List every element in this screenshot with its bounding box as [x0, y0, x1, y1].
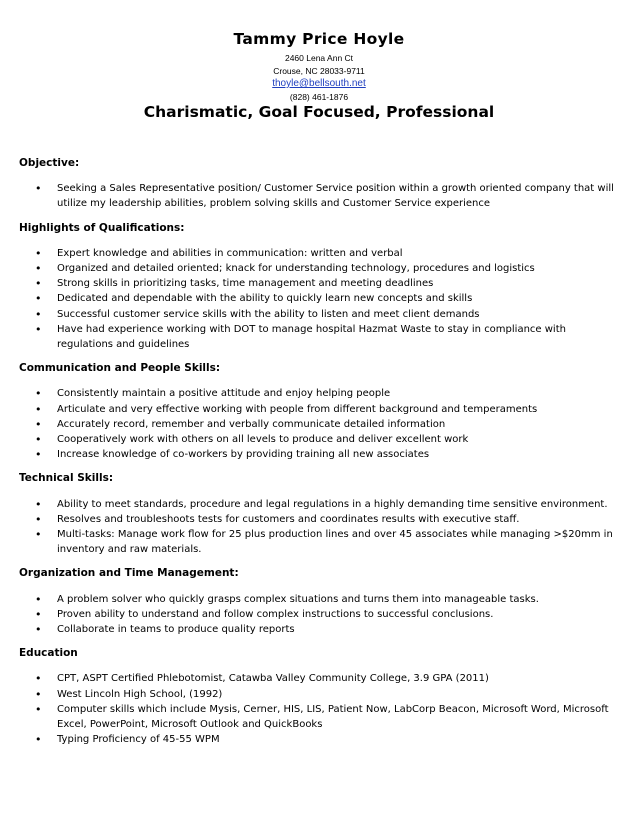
section-education [19, 646, 619, 747]
list-item: • Organized and detailed oriented; knack for understanding technology, procedures and logistics [19, 261, 619, 276]
list-item: • Proven ability to understand and follow complex instructions to successful conclusions. [19, 607, 619, 622]
list-item: • Cooperatively work with others on all levels to produce and deliver excellent work [19, 432, 619, 447]
list-item: • Increase knowledge of co-workers by providing training all new associates [19, 447, 619, 462]
list-item: • Multi-tasks: Manage work flow for 25 plus production lines and over 45 associates while managing >$20mm in inventory and raw materials. [19, 527, 619, 557]
list-item: • Resolves and troubleshoots tests for customers and coordinates results with executive staff. [19, 512, 619, 527]
list-item: • Ability to meet standards, procedure and legal regulations in a highly demanding time sensitive environment. [19, 497, 619, 512]
street-address: 2460 Lena Ann Ct [284, 53, 354, 63]
list-item: • Dedicated and dependable with the ability to quickly learn new concepts and skills [19, 291, 619, 306]
list-item: • Have had experience working with DOT to manage hospital Hazmat Waste to stay in compliance with regulations and guidelines [19, 322, 619, 352]
section-communication [19, 361, 619, 462]
list-item: • A problem solver who quickly grasps complex situations and turns them into manageable tasks. [19, 592, 619, 607]
section-title: Objective: [19, 157, 80, 169]
city-state-zip: Crouse, NC 28033-9711 [273, 66, 365, 76]
list-item: • Collaborate in teams to produce quality reports [19, 622, 619, 637]
list-item: • Seeking a Sales Representative position/ Customer Service position within a growth oriented company that will utilize my leadership abilities, problem solving skills and Customer Service experience [19, 181, 619, 211]
section-highlights [19, 221, 619, 353]
section-title: Highlights of Qualifications: [19, 221, 185, 234]
section-title: Organization and Time Management: [19, 567, 239, 580]
section-title: Communication and People Skills: [19, 362, 221, 375]
section-title: Technical Skills: [19, 472, 114, 485]
section-objective [19, 156, 619, 212]
section-organization [19, 566, 619, 637]
tagline: Charismatic, Goal Focused, Professional [143, 103, 495, 121]
applicant-name: Tammy Price Hoyle [233, 30, 405, 48]
list-item: • Strong skills in prioritizing tasks, time management and meeting deadlines [19, 276, 619, 291]
list-item: • Consistently maintain a positive attitude and enjoy helping people [19, 386, 619, 401]
list-item: • Accurately record, remember and verbally communicate detailed information [19, 417, 619, 432]
list-item: • Typing Proficiency of 45-55 WPM [19, 732, 619, 747]
resume-body [19, 156, 619, 757]
list-item: • West Lincoln High School, (1992) [19, 687, 619, 702]
email-link[interactable]: thoyle@bellsouth.net [272, 78, 366, 89]
list-item: • Successful customer service skills with the ability to listen and meet client demands [19, 307, 619, 322]
section-title: Education [19, 647, 78, 660]
phone-number: (828) 461-1876 [289, 92, 349, 102]
list-item: • CPT, ASPT Certified Phlebotomist, Catawba Valley Community College, 3.9 GPA (2011) [19, 671, 619, 686]
list-item: • Articulate and very effective working with people from different background and temperaments [19, 402, 619, 417]
section-technical [19, 471, 619, 557]
list-item: • Expert knowledge and abilities in communication: written and verbal [19, 246, 619, 261]
list-item: • Computer skills which include Mysis, Cerner, HIS, LIS, Patient Now, LabCorp Beacon, Microsoft Word, Microsoft Excel, PowerPoint, Microsoft Outlook and QuickBooks [19, 702, 619, 732]
